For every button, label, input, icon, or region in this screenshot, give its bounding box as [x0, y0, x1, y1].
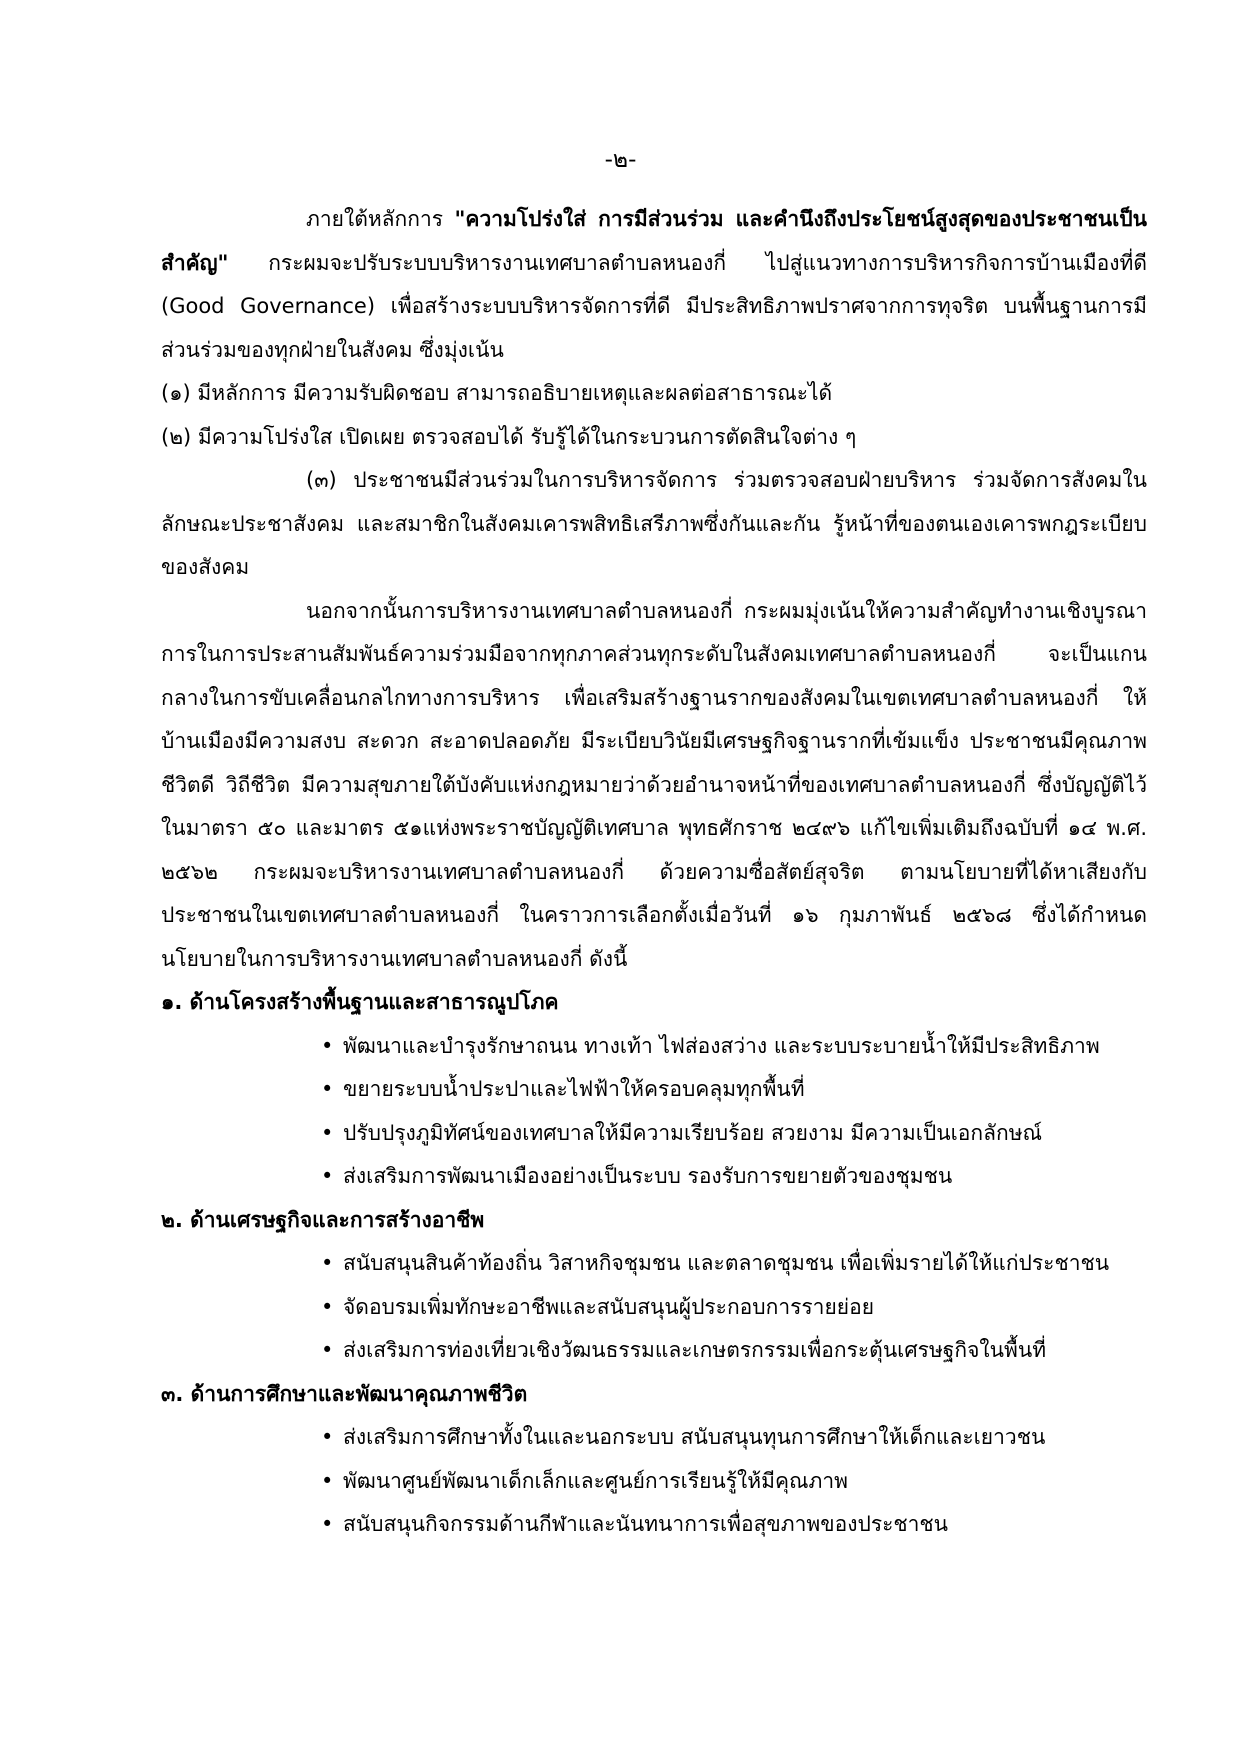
section-2-bullet-list: [161, 1242, 1147, 1373]
bullet-icon: •: [321, 1468, 334, 1493]
intro-paragraph: [161, 198, 1147, 372]
bullet-icon: •: [321, 1425, 334, 1449]
bullet-icon: •: [321, 1338, 334, 1362]
bullet-item: [321, 1242, 1147, 1286]
bullet-item: [321, 1068, 1147, 1112]
section-3-bullet-list: [161, 1416, 1147, 1547]
bullet-text: ปรับปรุงภูมิทัศน์ของเทศบาลให้มีความเรียบร้อย สวยงาม มีความเป็นเอกลักษณ์: [343, 1120, 1043, 1145]
bullet-item: [321, 1503, 1147, 1547]
bullet-icon: •: [321, 1512, 334, 1536]
intro-lead: ภายใต้หลักการ: [306, 207, 455, 231]
bullet-item: [321, 1155, 1147, 1199]
intro-principle-bold: "ความโปร่งใส่ การมีส่วนร่วม และคำนึงถึงประโยชน์สูงสุดของประชาชนเป็นสำคัญ": [161, 207, 1147, 275]
bullet-text: สนับสนุนสินค้าท้องถิ่น วิสาหกิจชุมชน และตลาดชุมชน เพื่อเพิ่มรายได้ให้แก่ประชาชน: [343, 1251, 1110, 1275]
principle-2: (๒) มีความโปร่งใส เปิดเผย ตรวจสอบได้ รับรู้ได้ในกระบวนการตัดสินใจต่าง ๆ: [161, 424, 857, 449]
bullet-text: ส่งเสริมการพัฒนาเมืองอย่างเป็นระบบ รองรับการขยายตัวของชุมชน: [343, 1164, 953, 1188]
bullet-item: [321, 1286, 1147, 1330]
section-heading: ๒. ด้านเศรษฐกิจและการสร้างอาชีพ: [161, 1207, 485, 1232]
bullet-icon: •: [321, 1164, 334, 1188]
bullet-text: พัฒนาและบำรุงรักษาถนน ทางเท้า ไฟส่องสว่าง และระบบระบายน้ำให้มีประสิทธิภาพ: [343, 1033, 1100, 1058]
bullet-item: [321, 1112, 1147, 1156]
bullet-text: พัฒนาศูนย์พัฒนาเด็กเล็กและศูนย์การเรียนรู้ให้มีคุณภาพ: [343, 1468, 849, 1493]
bullet-icon: •: [321, 1294, 334, 1319]
bullet-icon: •: [321, 1077, 334, 1101]
section-heading: ๑. ด้านโครงสร้างพื้นฐานและสาธารณูปโภค: [161, 990, 559, 1014]
intro-rest: กระผมจะปรับระบบบริหารงานเทศบาลตำบลหนองกี่ ไปสู่แนวทางการบริหารกิจการบ้านเมืองที่ดี (Good Governance) เพื่อสร้างระบบบริหารจัดการที่ดี มีประสิทธิภาพปราศจากการทุจริต บนพื้นฐานการมีส่วนร่วมของทุกฝ่ายในสังคม ซึ่งมุ่งเน้น: [161, 250, 1147, 362]
policy-paragraph: นอกจากนั้นการบริหารงานเทศบาลตำบลหนองกี่ กระผมมุ่งเน้นให้ความสำคัญทำงานเชิงบูรณาการในการประสานสัมพันธ์ความร่วมมือจากทุกภาคส่วนทุกระดับในสังคมเทศบาลตำบลหนองกี่ จะเป็นแกนกลางในการขับเคลื่อนกลไกทางการบริหาร เพื่อเสริมสร้างฐานรากของสังคมในเขตเทศบาลตำบลหนองกี่ ให้บ้านเมืองมีความสงบ สะดวก สะอาดปลอดภัย มีระเบียบวินัยมีเศรษฐกิจฐานรากที่เข้มแข็ง ประชาชนมีคุณภาพชีวิตดี วิถีชีวิต มีความสุขภายใต้บังคับแห่งกฎหมายว่าด้วยอำนาจหน้าที่ของเทศบาลตำบลหนองกี่ ซึ่งบัญญัติไว้ในมาตรา ๕๐ และมาตร ๕๑แห่งพระราชบัญญัติเทศบาล พุทธศักราช ๒๔๙๖ แก้ไขเพิ่มเติมถึงฉบับที่ ๑๔ พ.ศ. ๒๕๖๒ กระผมจะบริหารงานเทศบาลตำบลหนองกี่ ด้วยความซื่อสัตย์สุจริต ตามนโยบายที่ได้หาเสียงกับประชาชนในเขตเทศบาลตำบลหนองกี่ ในคราวการเลือกตั้งเมื่อวันที่ ๑๖ กุมภาพันธ์ ๒๕๖๘ ซึ่งได้กำหนดนโยบายในการบริหารงานเทศบาลตำบลหนองกี่ ดังนี้: [161, 598, 1147, 971]
bullet-text: ส่งเสริมการศึกษาทั้งในและนอกระบบ สนับสนุนทุนการศึกษาให้เด็กและเยาวชน: [343, 1425, 1046, 1449]
bullet-item: [321, 1329, 1147, 1373]
bullet-icon: •: [321, 1033, 334, 1058]
bullet-icon: •: [321, 1251, 334, 1275]
bullet-item: [321, 1460, 1147, 1504]
bullet-text: ส่งเสริมการท่องเที่ยวเชิงวัฒนธรรมและเกษตรกรรมเพื่อกระตุ้นเศรษฐกิจในพื้นที่: [343, 1338, 1047, 1362]
principle-1: (๑) มีหลักการ มีความรับผิดชอบ สามารถอธิบายเหตุและผลต่อสาธารณะได้: [161, 381, 833, 405]
section-1-bullet-list: [161, 1025, 1147, 1199]
bullet-text: จัดอบรมเพิ่มทักษะอาชีพและสนับสนุนผู้ประกอบการรายย่อย: [343, 1294, 874, 1319]
bullet-text: สนับสนุนกิจกรรมด้านกีฬาและนันทนาการเพื่อสุขภาพของประชาชน: [343, 1512, 949, 1536]
bullet-item: [321, 1025, 1147, 1069]
bullet-item: [321, 1416, 1147, 1460]
page-number: -๒-: [604, 147, 637, 173]
principle-3: (๓) ประชาชนมีส่วนร่วมในการบริหารจัดการ ร่วมตรวจสอบฝ่ายบริหาร ร่วมจัดการสังคมในลักษณะประชาสังคม และสมาชิกในสังคมเคารพสิทธิเสรีภาพซึ่งกันและกัน รู้หน้าที่ของตนเองเคารพกฎระเบียบของสังคม: [161, 468, 1147, 579]
bullet-icon: •: [321, 1120, 334, 1145]
section-heading: ๓. ด้านการศึกษาและพัฒนาคุณภาพชีวิต: [161, 1381, 528, 1406]
bullet-text: ขยายระบบน้ำประปาและไฟฟ้าให้ครอบคลุมทุกพื้นที่: [343, 1077, 805, 1101]
document-body: [161, 198, 1147, 1547]
